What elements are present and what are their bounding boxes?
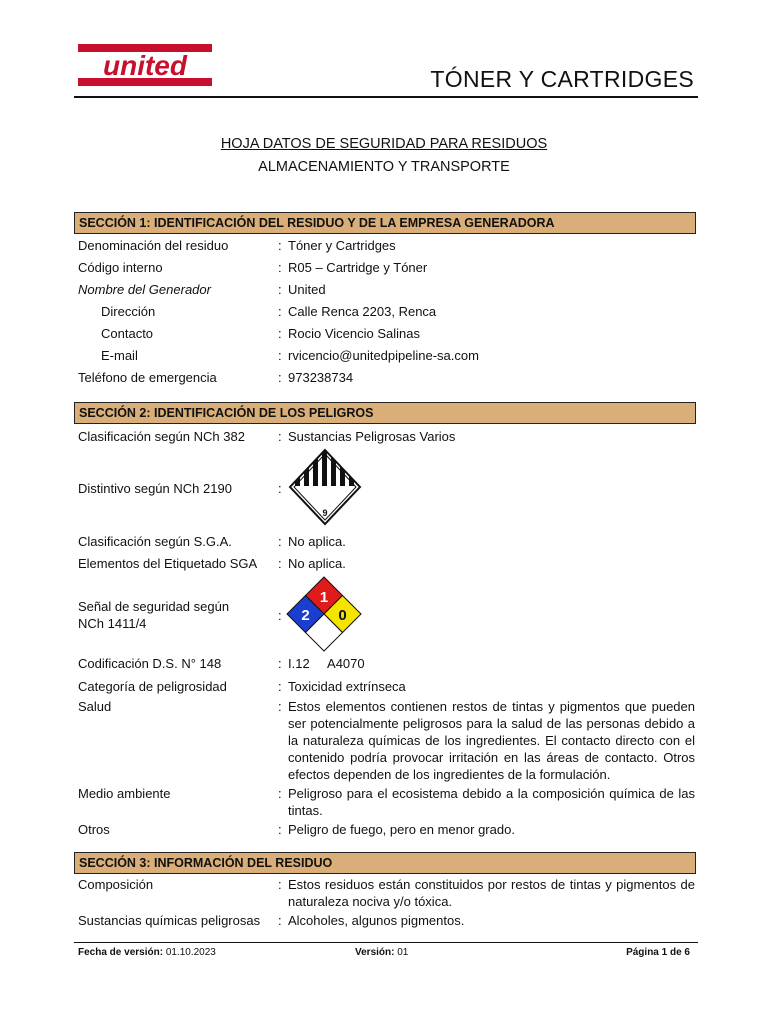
field-separator: :: [278, 429, 282, 444]
field-value: No aplica.: [288, 556, 346, 571]
field-separator: :: [278, 556, 282, 571]
field-separator: :: [278, 481, 282, 496]
footer-divider: [74, 942, 698, 943]
field-value-paragraph: Estos residuos están constituidos por restos de tintas y pigmentos de naturaleza nociva y/o tóxica.: [288, 877, 695, 909]
field-label: Codificación D.S. N° 148: [78, 656, 222, 671]
field-label: Clasificación según NCh 382: [78, 429, 245, 444]
field-label: Código interno: [78, 260, 163, 275]
field-label: Salud: [78, 699, 112, 714]
nfpa-reactivity-value: 0: [338, 607, 347, 624]
field-separator: :: [278, 326, 282, 341]
field-value: No aplica.: [288, 534, 346, 549]
field-label: E-mail: [101, 348, 138, 363]
field-label: Distintivo según NCh 2190: [78, 481, 232, 496]
field-value: Rocio Vicencio Salinas: [288, 326, 420, 341]
field-separator: :: [278, 786, 282, 801]
phone-value: 973238734: [288, 370, 354, 385]
field-label: Clasificación según S.G.A.: [78, 534, 232, 549]
field-separator: :: [278, 877, 282, 892]
field-label: Elementos del Etiquetado SGA: [78, 556, 258, 571]
field-value: Sustancias Peligrosas Varios: [288, 429, 456, 444]
document-subtitle-2: ALMACENAMIENTO Y TRANSPORTE: [258, 159, 510, 175]
field-separator: :: [278, 699, 282, 714]
email-value: rvicencio@unitedpipeline-sa.com: [288, 348, 479, 363]
field-separator: :: [278, 608, 282, 623]
logo-text: united: [103, 50, 187, 81]
class-9-hazard-diamond-icon: [287, 448, 363, 526]
field-separator: :: [278, 370, 282, 385]
footer-version-label: Versión:: [355, 947, 395, 958]
field-label: Nombre del Generador: [78, 282, 211, 297]
field-separator: :: [278, 348, 282, 363]
field-label: Categoría de peligrosidad: [78, 679, 227, 694]
nfpa-flammability-value: 1: [319, 589, 329, 606]
field-separator: :: [278, 282, 282, 297]
field-separator: :: [278, 679, 282, 694]
field-value: R05 – Cartridge y Tóner: [288, 260, 428, 275]
field-value-paragraph: Estos elementos contienen restos de tintas y pigmentos que pueden ser potencialmente peligrosos para la salud de las personas debido a la naturaleza químicas de los ingredientes. El contacto directo con el contenido podría provocar irritación en las áreas de contacto. Otros efectos dependen de los ingredientes de la formulación.: [288, 699, 695, 782]
field-separator: :: [278, 260, 282, 275]
field-label: Dirección: [101, 304, 156, 319]
field-separator: :: [278, 913, 282, 928]
field-value: Peligro de fuego, pero en menor grado.: [288, 822, 515, 837]
field-label: Contacto: [101, 326, 154, 341]
field-value: Tóner y Cartridges: [288, 238, 396, 253]
footer-date-value: 01.10.2023: [165, 947, 216, 958]
nfpa-health-value: 2: [301, 607, 310, 624]
footer-version-value: 01: [397, 947, 409, 958]
nfpa-diamond-icon: [286, 576, 362, 652]
field-label: Señal de seguridad según NCh 1411/4: [78, 599, 230, 631]
field-value: United: [288, 282, 326, 297]
field-label: Teléfono de emergencia: [78, 370, 217, 385]
field-label: Otros: [78, 822, 110, 837]
document-subtitle: HOJA DATOS DE SEGURIDAD PARA RESIDUOS: [220, 136, 548, 152]
field-value: Alcoholes, algunos pigmentos.: [288, 913, 465, 928]
field-label: Sustancias químicas peligrosas: [78, 913, 261, 928]
field-value: I.12 A4070: [288, 656, 365, 671]
field-label: Medio ambiente: [78, 786, 171, 801]
field-separator: :: [278, 238, 282, 253]
field-separator: :: [278, 822, 282, 837]
field-separator: :: [278, 534, 282, 549]
united-logo: [78, 44, 212, 86]
hazard-class-number: 9: [322, 508, 328, 518]
field-value: Toxicidad extrínseca: [288, 679, 406, 694]
field-label: Composición: [78, 877, 154, 892]
field-separator: :: [278, 656, 282, 671]
field-value: Calle Renca 2203, Renca: [288, 304, 437, 319]
header-divider: [74, 96, 698, 98]
footer-version-date: [78, 947, 216, 958]
field-separator: :: [278, 304, 282, 319]
footer-version: [355, 947, 408, 958]
footer-date-label: Fecha de versión:: [78, 947, 164, 958]
section-3-heading: SECCIÓN 3: INFORMACIÓN DEL RESIDUO: [74, 852, 696, 874]
field-label: Denominación del residuo: [78, 238, 229, 253]
field-value-paragraph: Peligroso para el ecosistema debido a la composición química de las tintas.: [288, 786, 695, 818]
section-2-heading: SECCIÓN 2: IDENTIFICACIÓN DE LOS PELIGROS: [74, 402, 696, 424]
document-title: TÓNER Y CARTRIDGES: [430, 66, 694, 92]
footer-page-number: Página 1 de 6: [626, 947, 690, 958]
section-1-heading: SECCIÓN 1: IDENTIFICACIÓN DEL RESIDUO Y DE LA EMPRESA GENERADORA: [74, 212, 696, 234]
